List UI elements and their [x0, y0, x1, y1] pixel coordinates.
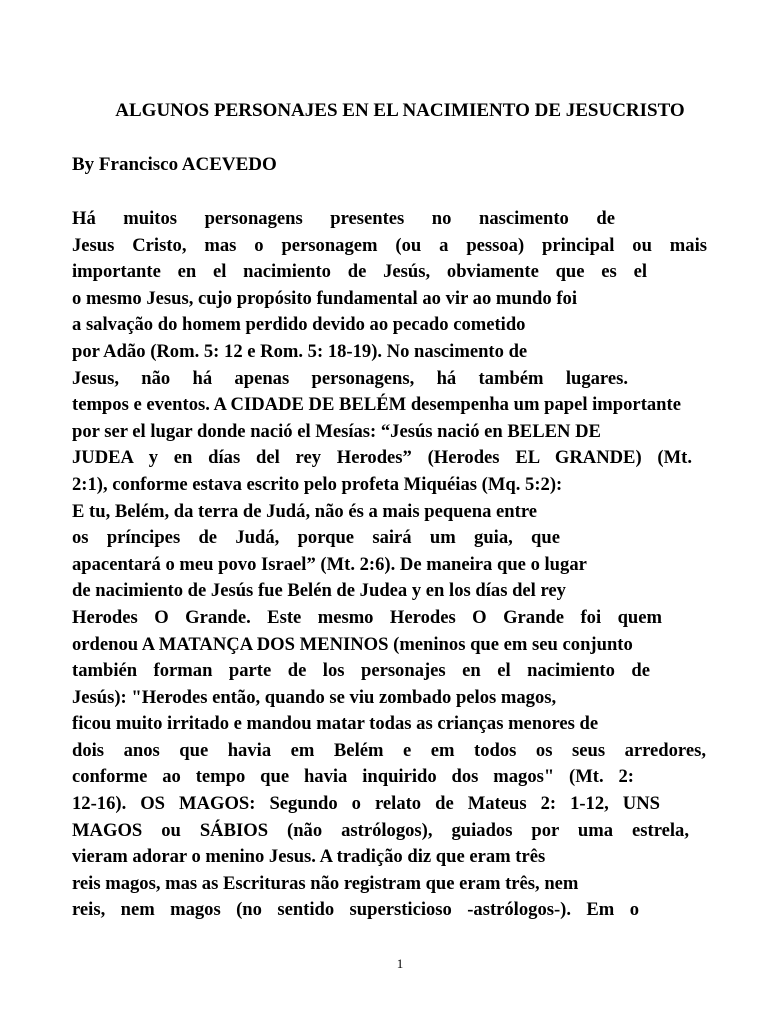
text-line: E tu, Belém, da terra de Judá, não és a mais pequena entre: [72, 500, 538, 522]
text-line: MAGOS ou SÁBIOS (não astrólogos), guiados por uma estrela,: [72, 819, 689, 841]
text-line: apacentará o meu povo Israel” (Mt. 2:6). De maneira que o lugar: [72, 553, 587, 575]
text-line: por Adão (Rom. 5: 12 e Rom. 5: 18-19). No nascimento de: [72, 340, 528, 362]
text-line: importante en el nacimiento de Jesús, obviamente que es el: [72, 261, 647, 283]
author-byline: By Francisco ACEVEDO: [72, 154, 277, 175]
text-line: reis, nem magos (no sentido supersticioso -astrólogos-). Em o: [72, 899, 639, 921]
document-title: ALGUNOS PERSONAJES EN EL NACIMIENTO DE JESUCRISTO: [115, 100, 685, 121]
text-line: ordenou A MATANÇA DOS MENINOS (meninos que em seu conjunto: [72, 633, 633, 655]
text-line: dois anos que havia em Belém e em todos os seus arredores,: [72, 739, 706, 761]
text-line: también forman parte de los personajes en el nacimiento de: [72, 660, 650, 682]
text-line: de nacimiento de Jesús fue Belén de Judea y en los días del rey: [72, 580, 566, 602]
text-line: tempos e eventos. A CIDADE DE BELÉM desempenha um papel importante: [72, 394, 681, 416]
text-line: 2:1), conforme estava escrito pelo profeta Miquéias (Mq. 5:2):: [72, 473, 563, 495]
text-line: JUDEA y en días del rey Herodes” (Herodes EL GRANDE) (Mt.: [72, 447, 692, 469]
text-line: o mesmo Jesus, cujo propósito fundamental ao vir ao mundo foi: [72, 287, 577, 309]
text-line: Jesús): "Herodes então, quando se viu zombado pelos magos,: [72, 686, 557, 708]
text-line: ficou muito irritado e mandou matar todas as crianças menores de: [72, 713, 599, 735]
text-line: Há muitos personagens presentes no nascimento de: [72, 208, 615, 229]
text-line: reis magos, mas as Escrituras não registram que eram três, nem: [72, 872, 579, 894]
page-number: 1: [396, 956, 404, 971]
text-line: a salvação do homem perdido devido ao pecado cometido: [72, 314, 526, 336]
text-line: 12-16). OS MAGOS: Segundo o relato de Mateus 2: 1-12, UNS: [72, 793, 660, 815]
text-line: vieram adorar o menino Jesus. A tradição diz que eram três: [72, 846, 546, 868]
text-line: os príncipes de Judá, porque sairá um guia, que: [72, 527, 560, 549]
text-line: Jesus Cristo, mas o personagem (ou a pessoa) principal ou mais: [72, 234, 707, 256]
text-line: Herodes O Grande. Este mesmo Herodes O Grande foi quem: [72, 606, 662, 628]
text-line: Jesus, não há apenas personagens, há também lugares.: [72, 367, 628, 389]
text-line: conforme ao tempo que havia inquirido dos magos" (Mt. 2:: [72, 766, 634, 788]
body-text: [72, 206, 768, 924]
text-line: por ser el lugar donde nació el Mesías: “Jesús nació en BELEN DE: [72, 420, 601, 442]
